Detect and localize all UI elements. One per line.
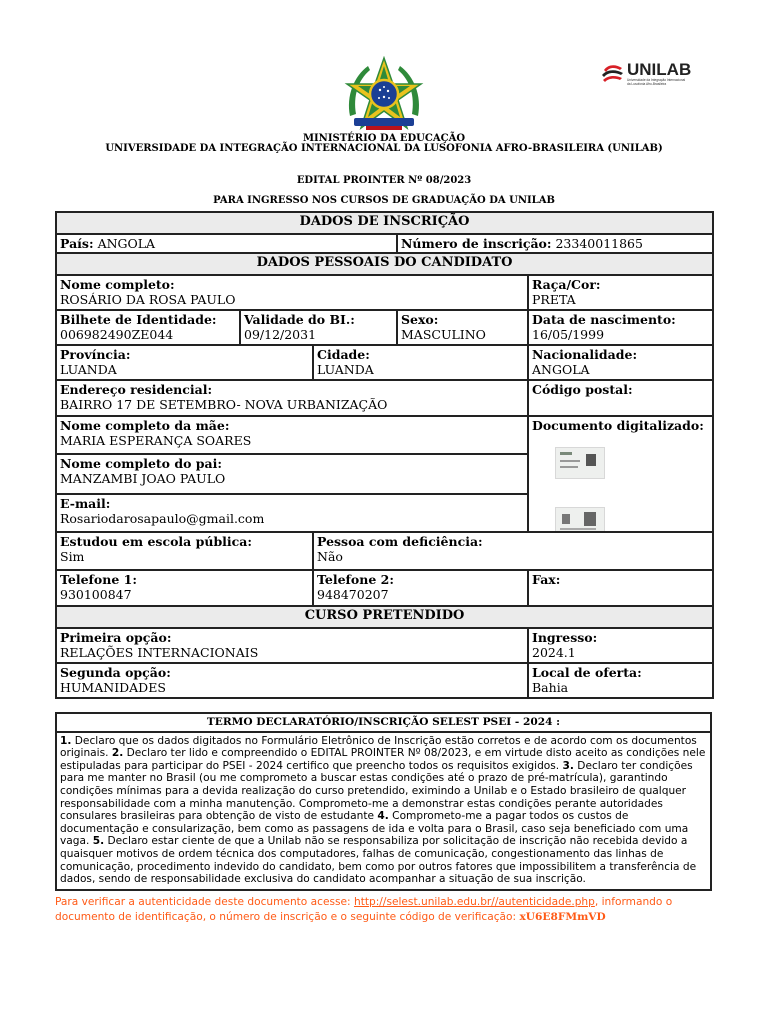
provincia-value: LUANDA [60, 362, 117, 377]
provincia-label: Província: [60, 347, 131, 362]
pai-cell [56, 454, 528, 494]
fax-cell [528, 570, 713, 606]
email-cell [56, 494, 528, 532]
termo-item-1-number: 1. [60, 734, 72, 747]
endereco-label: Endereço residencial: [60, 382, 213, 397]
postal-label: Código postal: [532, 382, 633, 397]
provincia-cell [56, 345, 313, 380]
section-curso-pretendido: CURSO PRETENDIDO [56, 606, 713, 628]
pai-value: MANZAMBI JOAO PAULO [60, 471, 226, 486]
termo-item-4-text: Comprometo-me a pagar todos os custos de documentação e consularização, bem como as passagens de ida e volta para o Brasil, caso seja beneficiado com uma vaga. [60, 810, 689, 848]
ingresso-cell [528, 628, 713, 663]
brazil-coat-of-arms-icon [344, 56, 424, 136]
ingresso-label: Ingresso: [532, 630, 598, 645]
email-value: Rosariodarosapaulo@gmail.com [60, 511, 265, 526]
termo-item-3-text: Declaro ter condições para me manter no Brasil (ou me comprometo a buscar estas condições até o prazo de pré-matrícula), garantindo condições mínimas para a devida realização do curso pretendido, eximindo a Unilab e o Estado brasileiro de qualquer responsabilidade com a minha manutenção. Comprometo-me a demonstrar estas condições perante autoridades consulares brasileiras para obtenção de visto de estudante [60, 759, 693, 823]
ministry-heading: MINISTÉRIO DA EDUCAÇÃO [302, 133, 466, 144]
raca-label: Raça/Cor: [532, 277, 601, 292]
document-scan-thumbnail[interactable] [555, 447, 605, 479]
fax-label: Fax: [532, 572, 561, 587]
raca-cell [528, 275, 713, 310]
nacionalidade-label: Nacionalidade: [532, 347, 638, 362]
telefone1-cell [56, 570, 313, 606]
svg-text:UNILAB: UNILAB [627, 60, 692, 79]
primeira-opcao-value: RELAÇÕES INTERNACIONAIS [60, 645, 259, 660]
sexo-value: MASCULINO [401, 327, 486, 342]
escola-cell [56, 532, 313, 570]
mae-value: MARIA ESPERANÇA SOARES [60, 433, 252, 448]
termo-title: TERMO DECLARATÓRIO/INSCRIÇÃO SELEST PSEI - 2024 : [57, 714, 710, 733]
termo-item-2-number: 2. [111, 747, 124, 760]
telefone2-value: 948470207 [317, 587, 389, 602]
university-heading: UNIVERSIDADE DA INTEGRAÇÃO INTERNACIONAL DA LUSOFONIA AFRO-BRASILEIRA (UNILAB) [105, 143, 663, 154]
section-dados-pessoais: DADOS PESSOAIS DO CANDIDATO [56, 253, 713, 275]
pais-value: ANGOLA [97, 236, 156, 251]
verification-middle: , informando o documento de identificação, o número de inscrição e o seguinte código de verificação: [55, 896, 673, 923]
edital-heading: EDITAL PROINTER Nº 08/2023 [296, 175, 472, 186]
pais-label: País: [60, 236, 94, 251]
raca-value: PRETA [532, 292, 576, 307]
segunda-opcao-cell [56, 663, 528, 698]
segunda-opcao-value: HUMANIDADES [60, 680, 166, 695]
deficiencia-value: Não [317, 549, 343, 564]
termo-item-5-number: 5. [92, 835, 105, 848]
postal-cell [528, 380, 713, 416]
bi-label: Bilhete de Identidade: [60, 312, 217, 327]
telefone1-label: Telefone 1: [60, 572, 137, 587]
verification-code: xU6E8FMmVD [519, 910, 606, 923]
termo-body [57, 733, 710, 889]
numero-inscricao-label: Número de inscrição: [401, 236, 552, 251]
bi-cell [56, 310, 240, 345]
termo-item-1-text: Declaro que os dados digitados no Formulário Eletrônico de Inscrição estão corretos e de acordo com os documentos originais. [60, 734, 697, 760]
documento-label: Documento digitalizado: [532, 418, 704, 433]
telefone2-label: Telefone 2: [317, 572, 394, 587]
nascimento-label: Data de nascimento: [532, 312, 676, 327]
cidade-value: LUANDA [317, 362, 374, 377]
verification-prefix: Para verificar a autenticidade deste documento acesse: [55, 896, 354, 908]
endereco-cell [56, 380, 528, 416]
validade-value: 09/12/2031 [244, 327, 317, 342]
pais-cell [56, 234, 397, 253]
nascimento-cell [528, 310, 713, 345]
primeira-opcao-cell [56, 628, 528, 663]
deficiencia-cell [313, 532, 713, 570]
pai-label: Nome completo do pai: [60, 456, 223, 471]
cidade-label: Cidade: [317, 347, 370, 362]
verification-note [55, 895, 715, 924]
local-oferta-value: Bahia [532, 680, 569, 695]
unilab-logo-icon [600, 58, 714, 86]
cidade-cell [313, 345, 528, 380]
validade-label: Validade do BI.: [244, 312, 355, 327]
purpose-heading: PARA INGRESSO NOS CURSOS DE GRADUAÇÃO DA UNILAB [213, 195, 555, 206]
validade-cell [240, 310, 397, 345]
mae-label: Nome completo da mãe: [60, 418, 230, 433]
local-oferta-cell [528, 663, 713, 698]
termo-item-4-number: 4. [377, 810, 389, 823]
nome-cell [56, 275, 528, 310]
local-oferta-label: Local de oferta: [532, 665, 642, 680]
numero-inscricao-value: 23340011865 [555, 236, 643, 251]
nacionalidade-value: ANGOLA [532, 362, 590, 377]
deficiencia-label: Pessoa com deficiência: [317, 534, 483, 549]
documento-cell [528, 416, 713, 532]
nome-label: Nome completo: [60, 277, 175, 292]
nome-value: ROSÁRIO DA ROSA PAULO [60, 292, 236, 307]
section-dados-inscricao: DADOS DE INSCRIÇÃO [56, 212, 713, 234]
termo-declaratorio [55, 712, 712, 891]
sexo-cell [397, 310, 528, 345]
ingresso-value: 2024.1 [532, 645, 576, 660]
endereco-value: BAIRRO 17 DE SETEMBRO- NOVA URBANIZAÇÃO [60, 397, 388, 412]
mae-cell [56, 416, 528, 454]
telefone1-value: 930100847 [60, 587, 132, 602]
document-scan-thumbnail-back[interactable] [555, 507, 605, 532]
svg-text:Universidade da Integração Int: Universidade da Integração Internacional [627, 78, 686, 82]
sexo-label: Sexo: [401, 312, 439, 327]
authenticity-link[interactable]: http://selest.unilab.edu.br//autenticidade.php [353, 896, 595, 908]
nascimento-value: 16/05/1999 [532, 327, 605, 342]
inscription-form-table [55, 211, 714, 699]
escola-value: Sim [60, 549, 85, 564]
bi-value: 006982490ZE044 [60, 327, 174, 342]
escola-label: Estudou em escola pública: [60, 534, 253, 549]
termo-item-2-text: Declaro ter lido e compreendido o EDITAL PROINTER Nº 08/2023, e em virtude disto aceito as condições nele estipuladas para participar do PSEI - 2024 certifico que preencho todos os requisitos exigidos. [60, 747, 706, 772]
numero-inscricao-cell [397, 234, 713, 253]
termo-item-5-text: Declaro estar ciente de que a Unilab não se responsabiliza por solicitação de inscrição não recebida devido a quaisquer motivos de ordem técnica dos computadores, falhas de comunicação, congestionamento das linhas de comunicação, procedimento indevido do candidato, bem como por outros fatores que impossibilitem a transferência de dados, sendo de responsabilidade exclusiva do candidato acompanhar a situação de sua inscrição. [60, 835, 697, 886]
nacionalidade-cell [528, 345, 713, 380]
segunda-opcao-label: Segunda opção: [60, 665, 171, 680]
telefone2-cell [313, 570, 528, 606]
svg-text:da Lusofonia Afro-Brasileira: da Lusofonia Afro-Brasileira [627, 82, 667, 86]
termo-item-3-number: 3. [562, 759, 574, 772]
email-label: E-mail: [60, 496, 111, 511]
primeira-opcao-label: Primeira opção: [60, 630, 172, 645]
